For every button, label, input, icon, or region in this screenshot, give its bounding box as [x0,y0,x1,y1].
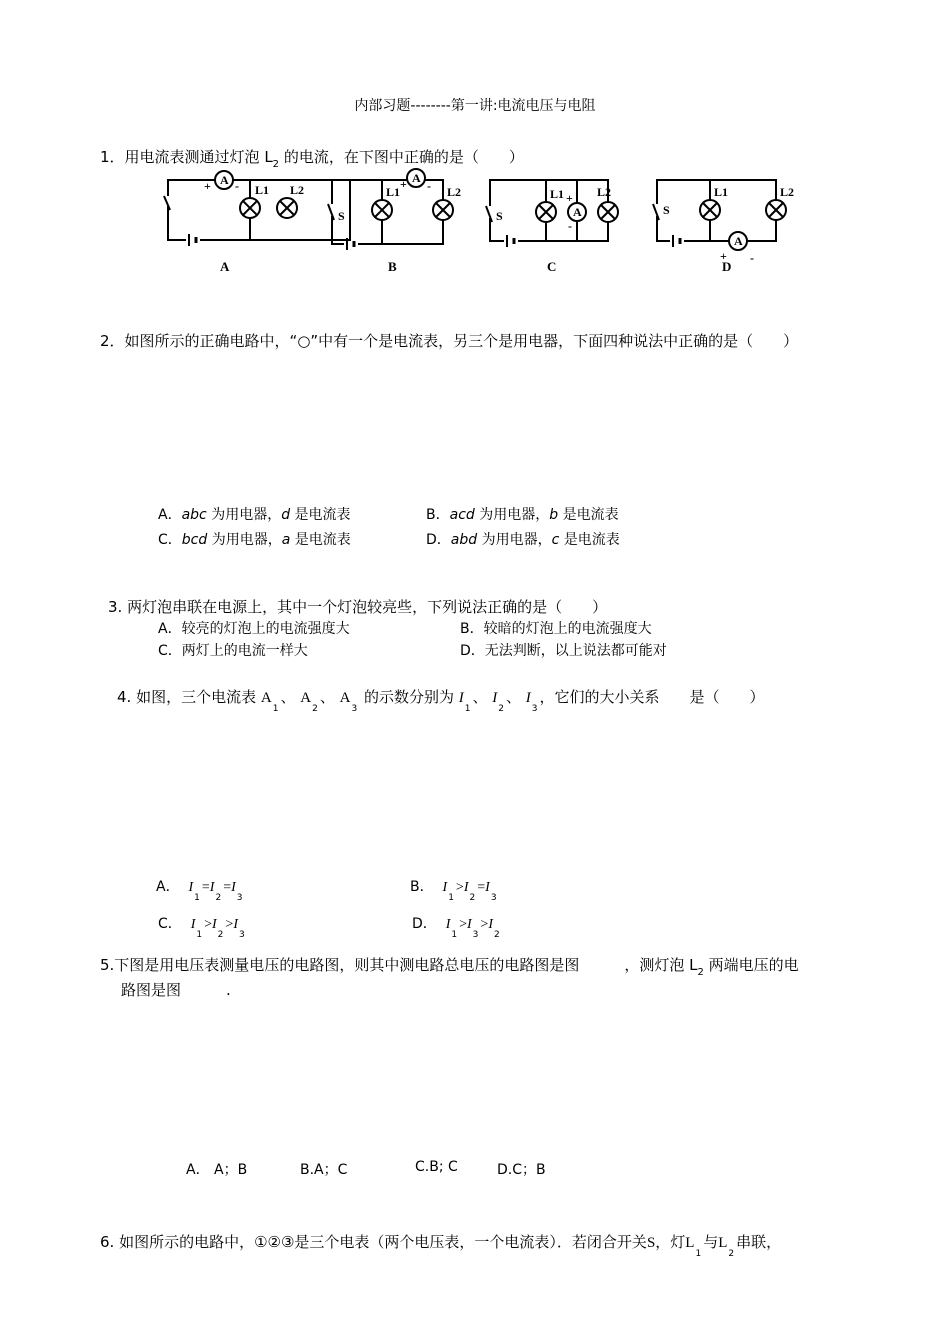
svg-text:L2: L2 [597,185,612,199]
question-3-option-b: B．较暗的灯泡上的电流强度大 [460,621,652,637]
question-4-option-d: D． $I_1>I_3>I_2$ [412,916,500,940]
question-1-text: 1．用电流表测通过灯泡 L [100,148,273,166]
svg-text:L2: L2 [290,183,305,197]
question-1-subscript: 2 [272,159,280,170]
question-5-line-1: 5.下图是用电压表测量电压的电路图，则其中测电路总电压的电路图是图 ，测灯泡 $L_2$ 两端电压的电 [100,956,799,978]
ammeter-c-symbol: A [573,205,582,219]
ammeter-a-symbol: A [220,173,229,187]
question-1 [100,146,524,170]
ammeter-b-symbol: A [412,171,421,185]
svg-text:L2: L2 [447,185,462,199]
ammeter-d-symbol: A [734,234,743,248]
question-2-option-a: A．abc 为用电器，d 是电流表 [158,507,351,523]
svg-text:+: + [566,191,573,205]
question-3-option-c: C．两灯上的电流一样大 [158,643,308,659]
svg-text:S: S [496,209,503,223]
svg-text:L1: L1 [714,185,729,199]
svg-text:-: - [427,179,431,193]
svg-text:+: + [400,177,407,191]
question-3: 3. 两灯泡串联在电源上，其中一个灯泡较亮些，下列说法正确的是（ ） [108,598,608,616]
question-2-option-b: B．acd 为用电器，b 是电流表 [426,507,619,523]
question-4: 4. 如图，三个电流表 $A_1$、 $A_2$、 $A_3$ 的示数分别为 $I_1$、 $I_2$、 $I_3$，它们的大小关系 是（ ） [117,688,765,714]
question-5-option-d: D.C；B [497,1162,546,1178]
question-3-option-a: A．较亮的灯泡上的电流强度大 [158,621,350,637]
question-1-circuits [150,168,810,278]
svg-text:-: - [235,179,239,193]
question-4-option-a: A． $I_1=I_2=I_3$ [156,879,243,903]
svg-text:L1: L1 [550,187,565,201]
question-2: 2．如图所示的正确电路中，“○”中有一个是电流表，另三个是用电器，下面四种说法中正确的是（ ） [100,332,799,350]
svg-text:L1: L1 [255,183,270,197]
circuit-b [328,169,453,250]
svg-text:+: + [204,179,211,193]
question-2-option-d: D．abd 为用电器，c 是电流表 [426,532,620,548]
question-3-option-d: D．无法判断，以上说法都可能对 [460,643,667,659]
svg-text:L1: L1 [386,185,401,199]
question-6: 6. 如图所示的电路中，①②③是三个电表（两个电压表，一个电流表）．若闭合开关S，灯$L_1$与$L_2$串联， [100,1233,782,1259]
question-5-line-2: 路图是图 . [121,981,231,999]
circuit-label-d: D [722,259,732,274]
circuit-label-c: C [547,259,557,274]
svg-text:-: - [568,219,572,233]
svg-text:-: - [750,251,754,265]
page-title: 内部习题--------第一讲:电流电压与电阻 [354,98,596,114]
circuit-label-a: A [220,259,230,274]
svg-text:S: S [663,203,670,217]
question-5-option-a: A． A；B [186,1162,248,1178]
question-1-text-end: 的电流，在下图中正确的是（ ） [279,148,524,166]
circuit-label-b: B [388,259,397,274]
svg-text:S: S [338,209,345,223]
question-5-option-c: C.B; C [415,1159,458,1175]
question-5-option-b: B.A；C [300,1162,348,1178]
svg-text:L2: L2 [780,185,795,199]
svg-text:+: + [720,249,727,263]
question-2-option-c: C．bcd 为用电器，a 是电流表 [158,532,351,548]
question-4-option-c: C． $I_1>I_2>I_3$ [158,916,245,940]
question-4-option-b: B． $I_1>I_2=I_3$ [410,879,497,903]
